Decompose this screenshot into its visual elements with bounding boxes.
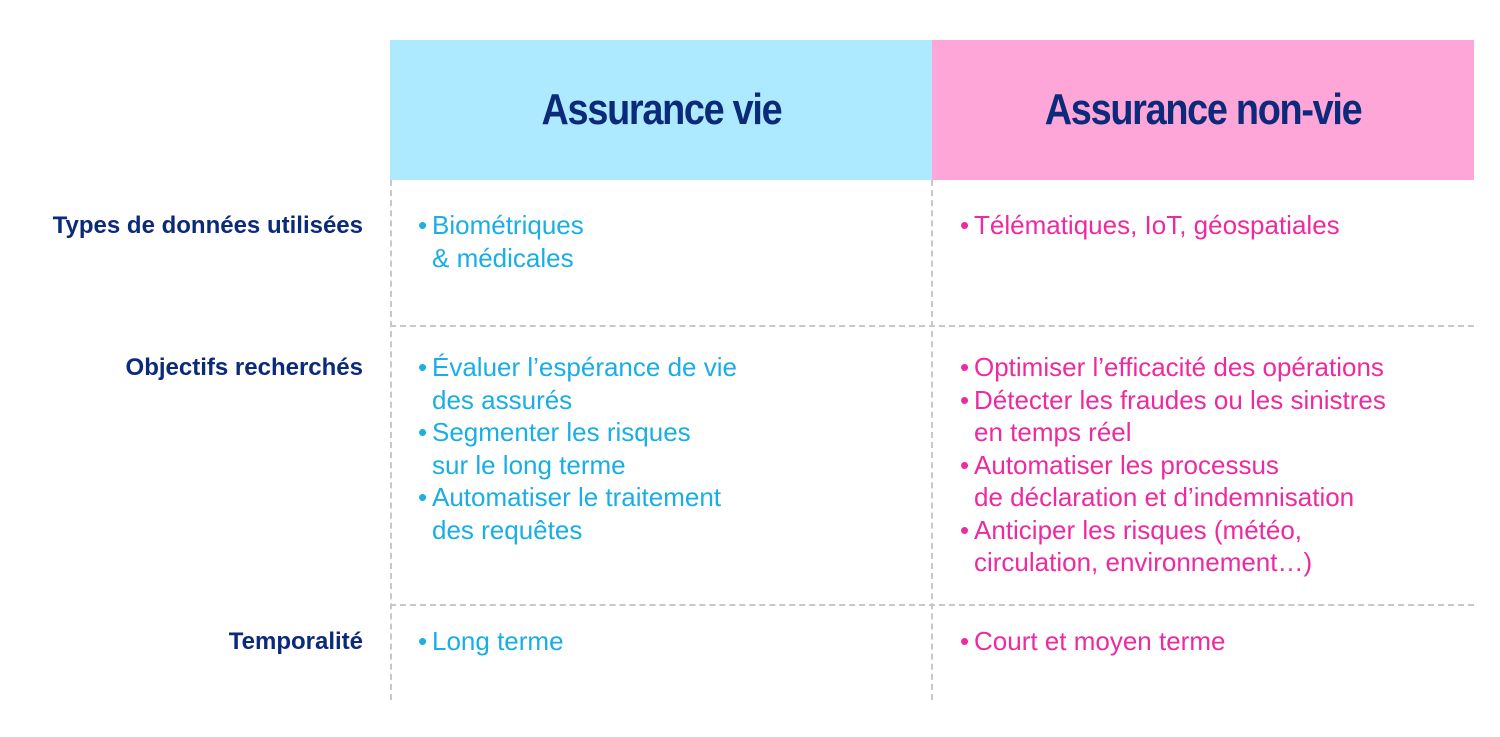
header-assurance-non-vie bbox=[932, 40, 1474, 180]
cell-types-vie bbox=[418, 209, 584, 274]
list-item: • Évaluer l’espérance de vie des assurés bbox=[418, 351, 737, 416]
list-item: • Automatiser le traitement des requêtes bbox=[418, 481, 737, 546]
header-title-vie: Assurance vie bbox=[541, 85, 781, 134]
list-item: • Détecter les fraudes ou les sinistres en temps réel bbox=[960, 384, 1386, 449]
list-item: • Long terme bbox=[418, 625, 564, 658]
row-label-types-donnees: Types de données utilisées bbox=[52, 212, 363, 239]
list-item: • Télématiques, IoT, géospatiales bbox=[960, 209, 1340, 242]
header-title-non-vie: Assurance non-vie bbox=[1044, 85, 1362, 134]
cell-temporalite-vie bbox=[418, 625, 564, 658]
divider-row-2 bbox=[390, 604, 1474, 606]
cell-objectifs-nonvie bbox=[960, 351, 1386, 579]
cell-types-nonvie bbox=[960, 209, 1340, 242]
header-assurance-vie bbox=[390, 40, 932, 180]
cell-temporalite-nonvie bbox=[960, 625, 1225, 658]
cell-objectifs-vie bbox=[418, 351, 737, 546]
row-label-temporalite: Temporalité bbox=[228, 628, 363, 655]
row-label-objectifs: Objectifs recherchés bbox=[125, 354, 363, 381]
list-item: • Automatiser les processus de déclaration et d’indemnisation bbox=[960, 449, 1386, 514]
divider-left bbox=[390, 180, 392, 700]
list-item: • Segmenter les risques sur le long terme bbox=[418, 416, 737, 481]
list-item: • Court et moyen terme bbox=[960, 625, 1225, 658]
list-item: • Optimiser l’efficacité des opérations bbox=[960, 351, 1386, 384]
list-item: • Anticiper les risques (météo, circulation, environnement…) bbox=[960, 514, 1386, 579]
list-item: • Biométriques & médicales bbox=[418, 209, 584, 274]
divider-row-1 bbox=[390, 325, 1474, 327]
divider-middle bbox=[931, 180, 933, 700]
